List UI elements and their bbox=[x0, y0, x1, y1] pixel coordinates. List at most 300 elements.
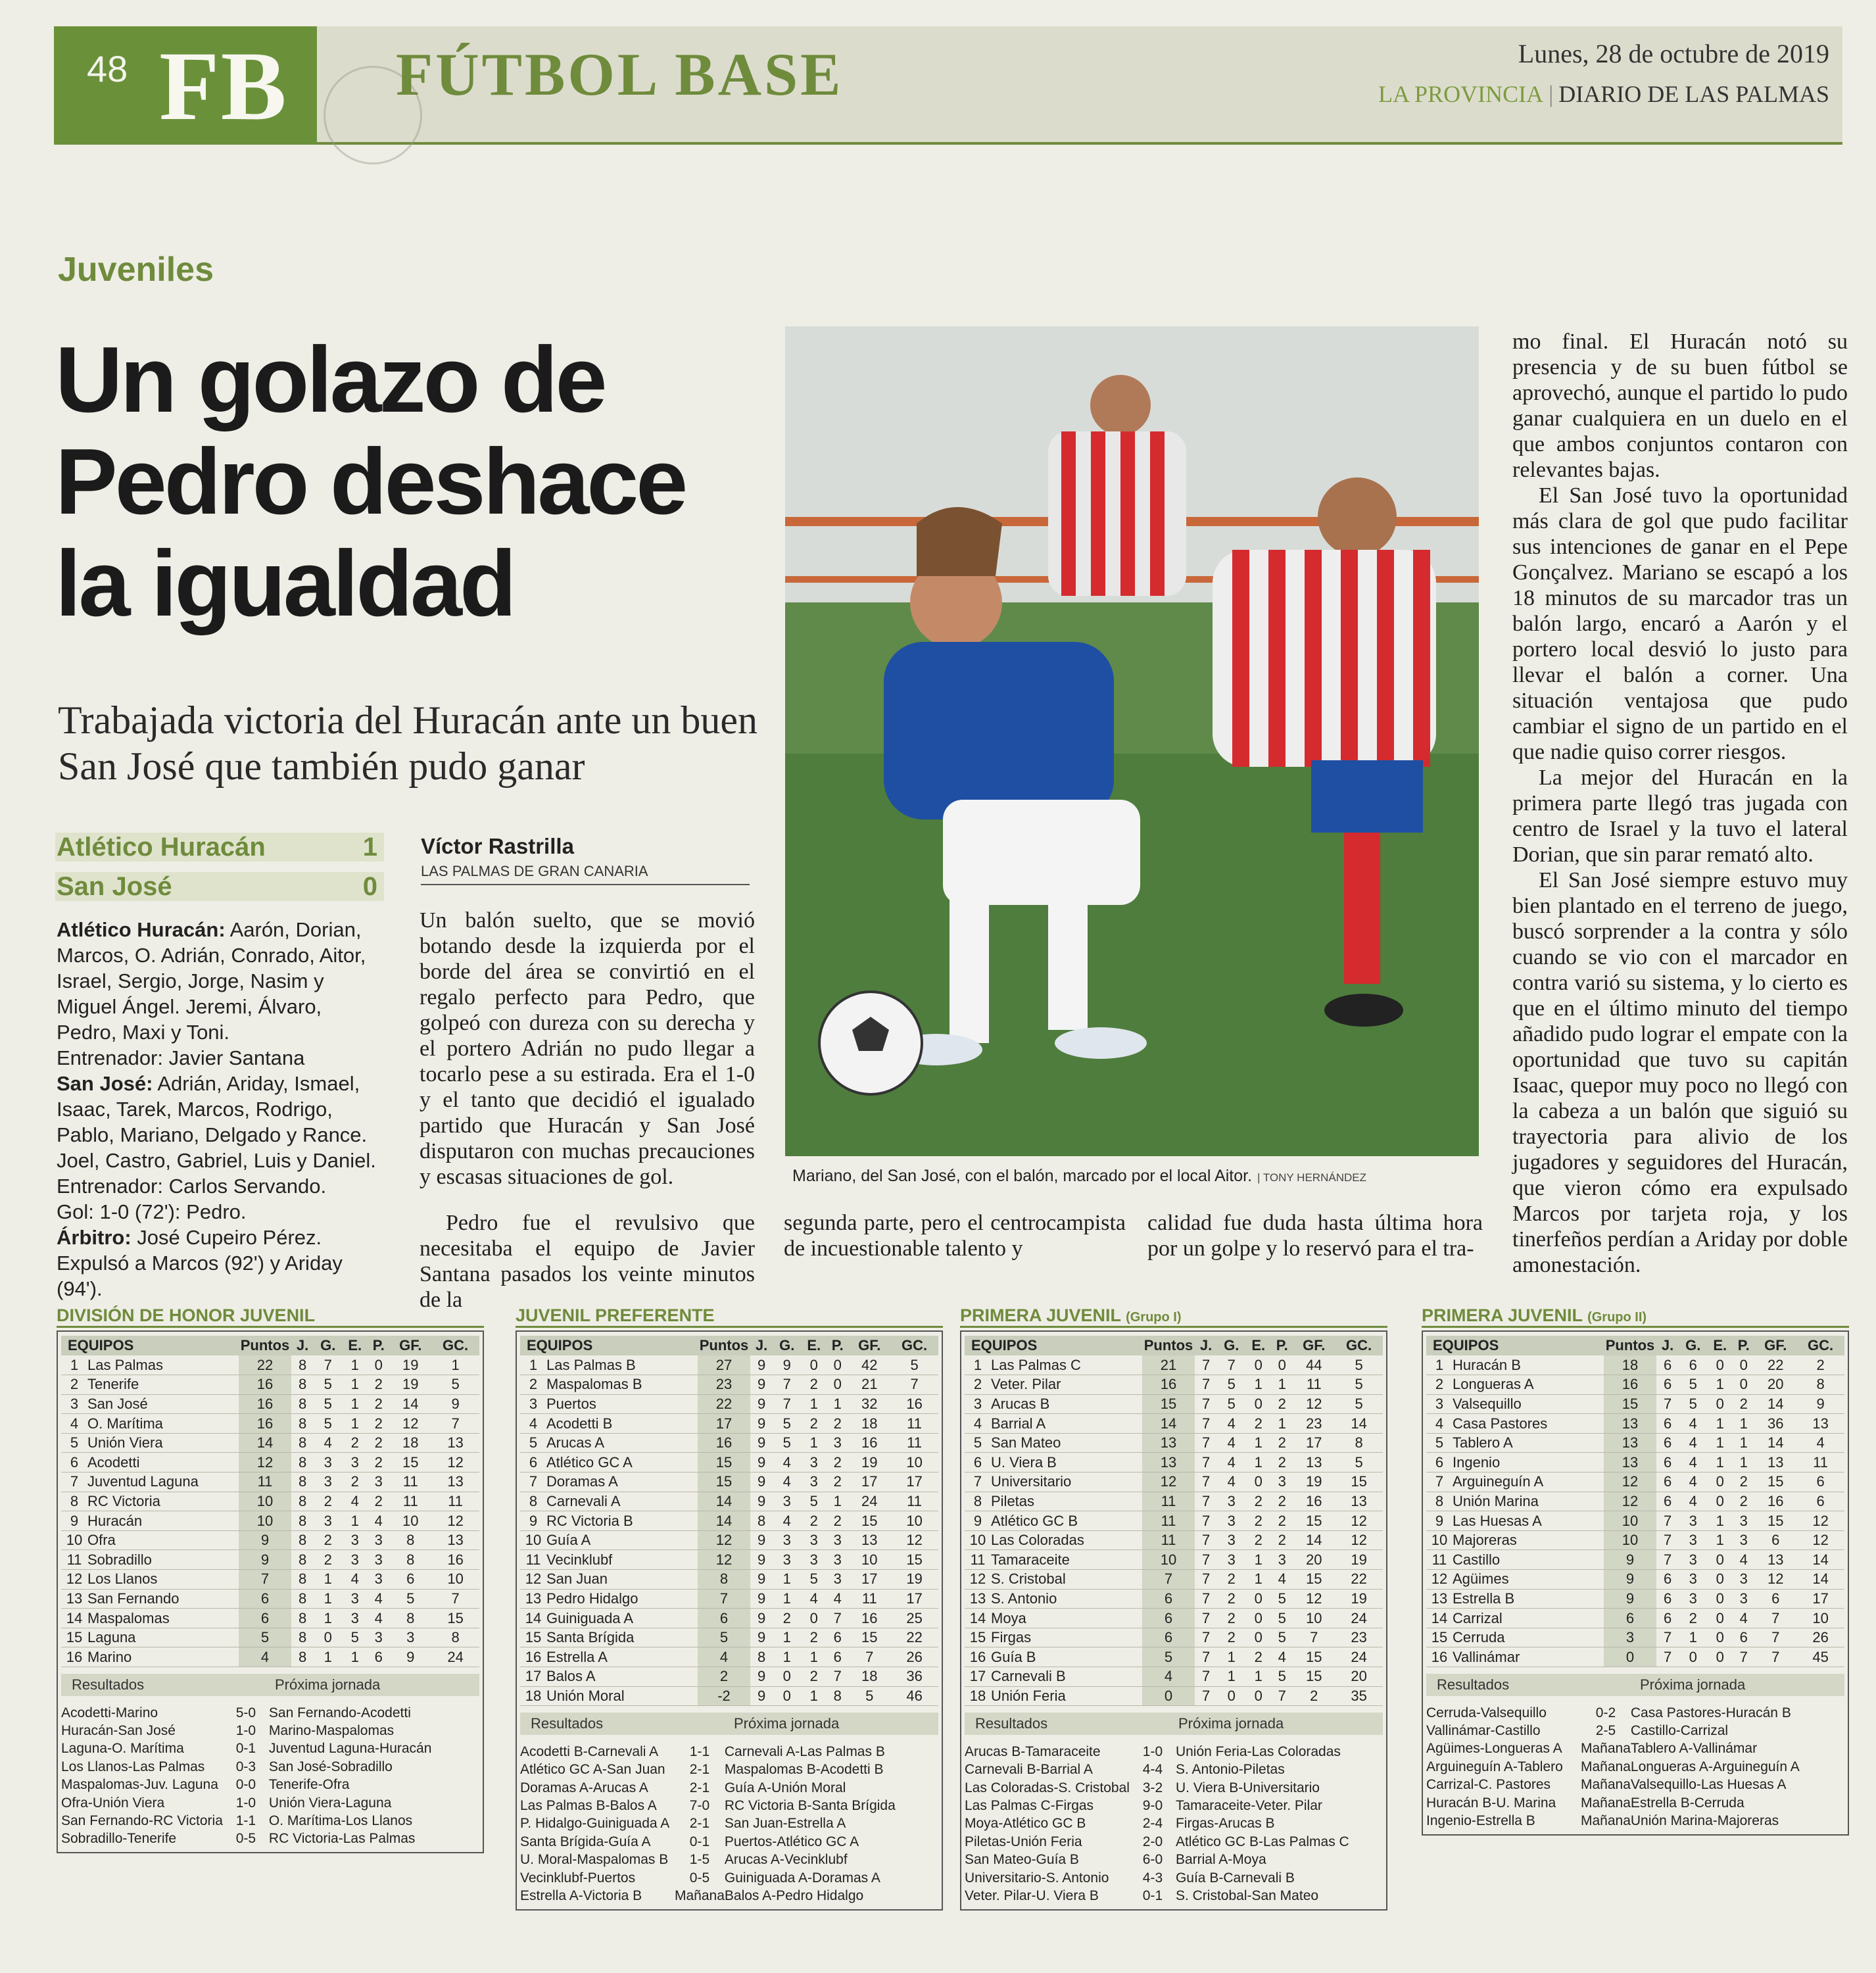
stat-cell: 2 bbox=[1733, 1473, 1754, 1492]
next-fixture: Casa Pastores-Huracán B bbox=[1630, 1705, 1791, 1720]
stat-cell: 11 bbox=[890, 1433, 938, 1453]
stat-cell: 1 bbox=[1245, 1667, 1271, 1687]
stat-cell: 8 bbox=[291, 1473, 314, 1492]
stat-cell: 1 bbox=[1707, 1511, 1733, 1531]
table-row bbox=[520, 1433, 938, 1453]
team-cell: Atlético GC B bbox=[991, 1511, 1142, 1531]
stat-cell: 3 bbox=[773, 1550, 801, 1570]
stat-cell: 22 bbox=[1335, 1570, 1383, 1590]
stat-cell: 4 bbox=[1733, 1550, 1754, 1570]
stat-cell: 13 bbox=[431, 1530, 479, 1550]
stat-cell: 0 bbox=[1271, 1355, 1293, 1375]
table-row bbox=[61, 1355, 479, 1375]
team-cell: Estrella A bbox=[546, 1647, 698, 1667]
stat-cell: 11 bbox=[389, 1492, 431, 1511]
stat-cell: 0 bbox=[1245, 1589, 1271, 1609]
standings-header-cell: J. bbox=[291, 1336, 314, 1355]
result-row bbox=[1426, 1794, 1844, 1812]
standings-header-cell: GC. bbox=[1335, 1336, 1383, 1355]
stat-cell: 7 bbox=[1271, 1686, 1293, 1706]
results-table bbox=[965, 1743, 1383, 1905]
match-score: Mañana bbox=[675, 1888, 725, 1903]
points-cell: 11 bbox=[1142, 1492, 1195, 1511]
stat-cell: 3 bbox=[801, 1473, 827, 1492]
standings-header-cell: Puntos bbox=[698, 1336, 750, 1355]
stat-cell: 2 bbox=[368, 1414, 389, 1434]
standings-header-cell: EQUIPOS bbox=[61, 1336, 239, 1355]
played-match: Laguna-O. Marítima bbox=[61, 1741, 184, 1757]
stat-cell: 46 bbox=[890, 1686, 938, 1706]
points-cell: 16 bbox=[1604, 1375, 1656, 1395]
headline-line: Un golazo de bbox=[55, 328, 605, 432]
stat-cell: 8 bbox=[291, 1511, 314, 1531]
table-row bbox=[1426, 1453, 1844, 1473]
table-row bbox=[965, 1375, 1383, 1395]
next-fixture: S. Cristobal-San Mateo bbox=[1175, 1888, 1319, 1903]
stat-cell: 9 bbox=[773, 1355, 801, 1375]
team-cell: Cerruda bbox=[1453, 1628, 1604, 1647]
points-cell: 2 bbox=[698, 1667, 750, 1687]
table-row bbox=[520, 1511, 938, 1531]
match-score: 1-1 bbox=[235, 1813, 256, 1829]
result-row bbox=[1426, 1722, 1844, 1740]
stat-cell: 0 bbox=[801, 1609, 827, 1628]
table-row bbox=[61, 1492, 479, 1511]
table-row bbox=[61, 1473, 479, 1492]
table-row bbox=[1426, 1589, 1844, 1609]
played-match: Carnevali B-Barrial A bbox=[965, 1762, 1093, 1778]
stat-cell: 6 bbox=[1733, 1628, 1754, 1647]
stat-cell: 14 bbox=[1335, 1414, 1383, 1434]
stat-cell: 5 bbox=[848, 1686, 890, 1706]
result-row bbox=[61, 1758, 479, 1776]
stat-cell: 1 bbox=[314, 1589, 342, 1609]
stat-cell: 4 bbox=[368, 1589, 389, 1609]
match-score: 9-0 bbox=[1142, 1798, 1163, 1814]
stat-cell: 16 bbox=[848, 1609, 890, 1628]
league-name: PRIMERA JUVENIL bbox=[960, 1305, 1121, 1325]
stat-cell: 1 bbox=[801, 1686, 827, 1706]
team-cell: Santa Brígida bbox=[546, 1628, 698, 1647]
stat-cell: 2 bbox=[827, 1511, 848, 1531]
stat-cell: 4 bbox=[1733, 1609, 1754, 1628]
match-score: Mañana bbox=[1581, 1777, 1631, 1793]
result-row bbox=[965, 1869, 1383, 1887]
stat-cell: 1 bbox=[1679, 1628, 1707, 1647]
stat-cell: 24 bbox=[1335, 1609, 1383, 1628]
stat-cell: 2 bbox=[368, 1433, 389, 1453]
stat-cell: 1 bbox=[773, 1628, 801, 1647]
stat-cell: 1 bbox=[314, 1647, 342, 1667]
standings-header-cell: P. bbox=[368, 1336, 389, 1355]
stat-cell: 5 bbox=[1271, 1628, 1293, 1647]
match-score: 2-1 bbox=[689, 1816, 710, 1832]
league-title bbox=[57, 1305, 484, 1328]
stat-cell: 2 bbox=[801, 1414, 827, 1434]
stat-cell: 21 bbox=[848, 1375, 890, 1395]
next-fixture: RC Victoria B-Santa Brígida bbox=[724, 1798, 896, 1814]
match-lineups bbox=[57, 917, 385, 1302]
table-row bbox=[965, 1647, 1383, 1667]
rank-cell: 18 bbox=[520, 1686, 546, 1706]
points-cell: 6 bbox=[698, 1609, 750, 1628]
standings-block bbox=[1422, 1305, 1849, 1836]
team-cell: S. Antonio bbox=[991, 1589, 1142, 1609]
stat-cell: 11 bbox=[848, 1589, 890, 1609]
stat-cell: 3 bbox=[1733, 1570, 1754, 1590]
stat-cell: 7 bbox=[1656, 1647, 1679, 1667]
stat-cell: 6 bbox=[1656, 1414, 1679, 1434]
stat-cell: 8 bbox=[291, 1570, 314, 1590]
stat-cell: 0 bbox=[1679, 1647, 1707, 1667]
rank-cell: 14 bbox=[1426, 1609, 1453, 1628]
stat-cell: 10 bbox=[890, 1453, 938, 1473]
team-cell: Firgas bbox=[991, 1628, 1142, 1647]
stat-cell: 19 bbox=[890, 1570, 938, 1590]
points-cell: 12 bbox=[239, 1453, 291, 1473]
standings-header-row bbox=[520, 1336, 938, 1355]
points-cell: 16 bbox=[1142, 1375, 1195, 1395]
result-row bbox=[61, 1830, 479, 1848]
stat-cell: 4 bbox=[1679, 1492, 1707, 1511]
stat-cell: 17 bbox=[848, 1473, 890, 1492]
stat-cell: 6 bbox=[1796, 1492, 1844, 1511]
result-row bbox=[965, 1779, 1383, 1797]
rank-cell: 9 bbox=[61, 1511, 87, 1531]
stat-cell: 9 bbox=[750, 1492, 773, 1511]
stat-cell: 7 bbox=[1217, 1355, 1245, 1375]
stat-cell: 9 bbox=[750, 1667, 773, 1687]
stat-cell: 2 bbox=[1217, 1628, 1245, 1647]
team-cell: Las Palmas C bbox=[991, 1355, 1142, 1375]
next-fixture: Guía A-Unión Moral bbox=[724, 1780, 846, 1795]
stat-cell: 7 bbox=[1195, 1394, 1217, 1414]
stat-cell: 5 bbox=[1271, 1589, 1293, 1609]
standings-frame bbox=[516, 1330, 943, 1911]
next-fixture: Puertos-Atlético GC A bbox=[724, 1834, 859, 1849]
stat-cell: 3 bbox=[342, 1530, 368, 1550]
stat-cell: 14 bbox=[389, 1394, 431, 1414]
stat-cell: 8 bbox=[291, 1394, 314, 1414]
results-header bbox=[520, 1713, 938, 1735]
stat-cell: 18 bbox=[848, 1414, 890, 1434]
stat-cell: 3 bbox=[1679, 1570, 1707, 1590]
body-paragraph: mo final. El Huracán notó su presencia y de su buen fútbol se aprovechó, aunque el partido lo pudo ganar cualquiera en un duelo en el que ambos conjuntos contaron con relevantes bajas. bbox=[1512, 329, 1848, 482]
points-cell: 6 bbox=[1142, 1609, 1195, 1628]
body-column-2: segunda parte, pero el centrocampista de incuestionable talento y bbox=[784, 1211, 1126, 1261]
stat-cell: 7 bbox=[827, 1609, 848, 1628]
next-fixture: Carnevali A-Las Palmas B bbox=[724, 1743, 885, 1759]
stat-cell: 16 bbox=[1293, 1492, 1335, 1511]
stat-cell: 15 bbox=[1754, 1473, 1796, 1492]
rank-cell: 16 bbox=[965, 1647, 991, 1667]
stat-cell: 3 bbox=[1679, 1589, 1707, 1609]
standings-header-cell: G. bbox=[1679, 1336, 1707, 1355]
points-cell: 10 bbox=[239, 1511, 291, 1531]
stat-cell: 4 bbox=[801, 1589, 827, 1609]
stat-cell: 6 bbox=[1656, 1570, 1679, 1590]
stat-cell: 8 bbox=[389, 1609, 431, 1628]
stat-cell: 13 bbox=[431, 1473, 479, 1492]
rank-cell: 15 bbox=[520, 1628, 546, 1647]
played-match: Vecinklubf-Puertos bbox=[520, 1870, 636, 1886]
stat-cell: 1 bbox=[1245, 1570, 1271, 1590]
stat-cell: 5 bbox=[1335, 1453, 1383, 1473]
table-row bbox=[965, 1414, 1383, 1434]
rank-cell: 11 bbox=[520, 1550, 546, 1570]
stat-cell: 3 bbox=[1679, 1511, 1707, 1531]
stat-cell: 18 bbox=[848, 1667, 890, 1687]
stat-cell: 2 bbox=[1271, 1530, 1293, 1550]
points-cell: 5 bbox=[1142, 1647, 1195, 1667]
stat-cell: 8 bbox=[291, 1609, 314, 1628]
team-cell: Laguna bbox=[87, 1628, 239, 1647]
standings-block bbox=[516, 1305, 943, 1911]
standings-header-cell: GF. bbox=[389, 1336, 431, 1355]
table-row bbox=[1426, 1433, 1844, 1453]
stat-cell: 20 bbox=[1754, 1375, 1796, 1395]
stat-cell: 8 bbox=[291, 1414, 314, 1434]
stat-cell: 11 bbox=[389, 1473, 431, 1492]
stat-cell: 5 bbox=[1335, 1375, 1383, 1395]
stat-cell: 7 bbox=[1195, 1530, 1217, 1550]
played-match: Estrella A-Victoria B bbox=[520, 1888, 642, 1903]
stat-cell: 2 bbox=[801, 1511, 827, 1531]
points-cell: 16 bbox=[239, 1375, 291, 1395]
stat-cell: 5 bbox=[773, 1414, 801, 1434]
next-fixture: Tamaraceite-Veter. Pilar bbox=[1175, 1798, 1322, 1814]
match-score: 6-0 bbox=[1142, 1852, 1163, 1868]
table-row bbox=[965, 1433, 1383, 1453]
stat-cell: 3 bbox=[389, 1628, 431, 1647]
rank-cell: 8 bbox=[1426, 1492, 1453, 1511]
article-kicker: Juveniles bbox=[58, 251, 214, 289]
played-match: San Fernando-RC Victoria bbox=[61, 1813, 223, 1829]
stat-cell: 15 bbox=[1293, 1647, 1335, 1667]
stat-cell: 4 bbox=[342, 1492, 368, 1511]
stat-cell: 6 bbox=[1656, 1473, 1679, 1492]
played-match: Universitario-S. Antonio bbox=[965, 1870, 1109, 1886]
stat-cell: 16 bbox=[890, 1394, 938, 1414]
stat-cell: 10 bbox=[890, 1511, 938, 1531]
rank-cell: 1 bbox=[520, 1355, 546, 1375]
rank-cell: 15 bbox=[1426, 1628, 1453, 1647]
rank-cell: 1 bbox=[61, 1355, 87, 1375]
points-cell: 16 bbox=[239, 1414, 291, 1434]
team-cell: Guía A bbox=[546, 1530, 698, 1550]
played-match: Acodetti-Marino bbox=[61, 1705, 158, 1720]
stat-cell: 9 bbox=[750, 1473, 773, 1492]
body-column-1-paragraph-2: Pedro fue el revulsivo que necesitaba el equipo de Javier Santana pasados los veinte minutos de la bbox=[420, 1211, 755, 1312]
next-round-label: Próxima jornada bbox=[1640, 1676, 1746, 1693]
team-cell: Maspalomas B bbox=[546, 1375, 698, 1395]
stat-cell: 3 bbox=[1217, 1550, 1245, 1570]
table-row bbox=[1426, 1530, 1844, 1550]
table-row bbox=[520, 1628, 938, 1647]
next-fixture: Unión Marina-Majoreras bbox=[1630, 1813, 1779, 1829]
away-lineup bbox=[57, 1071, 385, 1173]
stat-cell: 8 bbox=[291, 1550, 314, 1570]
stat-cell: 14 bbox=[1796, 1570, 1844, 1590]
league-title bbox=[516, 1305, 943, 1328]
stat-cell: 13 bbox=[1293, 1453, 1335, 1473]
caption-text: Mariano, del San José, con el balón, marcado por el local Aitor. bbox=[792, 1167, 1253, 1185]
standings-header-cell: P. bbox=[1271, 1336, 1293, 1355]
table-row bbox=[61, 1647, 479, 1667]
stat-cell: 1 bbox=[1707, 1433, 1733, 1453]
match-score: Mañana bbox=[1581, 1741, 1631, 1757]
stat-cell: 1 bbox=[827, 1394, 848, 1414]
stat-cell: 3 bbox=[1217, 1530, 1245, 1550]
body-column-1: Un balón suelto, que se movió botando desde la izquierda por el borde del área se convirtió en el regalo perfecto para Pedro, que golpeó con dureza con su derecha y el portero Adrián no pudo llegar a tocarlo pese a su estirada. Era el 1-0 y el tanto que decidió el igualado partido que Huracán y San José disputaron con muchas precauciones y escasas situaciones de gol. bbox=[420, 908, 755, 1189]
stat-cell: 10 bbox=[848, 1550, 890, 1570]
stat-cell: 16 bbox=[1754, 1492, 1796, 1511]
result-row bbox=[520, 1779, 938, 1797]
stat-cell: 7 bbox=[1656, 1394, 1679, 1414]
stat-cell: 8 bbox=[291, 1433, 314, 1453]
stat-cell: 2 bbox=[1271, 1433, 1293, 1453]
stat-cell: 1 bbox=[1217, 1667, 1245, 1687]
standings-block bbox=[57, 1305, 484, 1853]
stat-cell: 20 bbox=[1335, 1667, 1383, 1687]
next-fixture: S. Antonio-Piletas bbox=[1175, 1762, 1285, 1778]
league-group: (Grupo I) bbox=[1126, 1310, 1182, 1325]
stat-cell: 19 bbox=[1335, 1589, 1383, 1609]
stat-cell: 13 bbox=[1754, 1453, 1796, 1473]
points-cell: 12 bbox=[1604, 1473, 1656, 1492]
home-players: Aarón, Dorian, Marcos, O. Adrián, Conrado, Aitor, Israel, Sergio, Jorge, Nasim y Miguel Ángel. Jeremi, Álvaro, Pedro, Maxi y Toni. bbox=[57, 918, 366, 1044]
stat-cell: 5 bbox=[1335, 1355, 1383, 1375]
table-row bbox=[520, 1394, 938, 1414]
stat-cell: 8 bbox=[431, 1628, 479, 1647]
rank-cell: 2 bbox=[61, 1375, 87, 1395]
played-match: Vallinámar-Castillo bbox=[1426, 1723, 1541, 1739]
match-score: 2-1 bbox=[689, 1762, 710, 1778]
points-cell: 18 bbox=[1604, 1355, 1656, 1375]
played-match: Moya-Atlético GC B bbox=[965, 1816, 1086, 1832]
stat-cell: 2 bbox=[1679, 1609, 1707, 1628]
team-cell: Balos A bbox=[546, 1667, 698, 1687]
stat-cell: 3 bbox=[1679, 1530, 1707, 1550]
stat-cell: 1 bbox=[342, 1394, 368, 1414]
stat-cell: 9 bbox=[750, 1609, 773, 1628]
stat-cell: 5 bbox=[1335, 1394, 1383, 1414]
rank-cell: 9 bbox=[520, 1511, 546, 1531]
stat-cell: 3 bbox=[368, 1628, 389, 1647]
points-cell: 12 bbox=[1604, 1492, 1656, 1511]
stat-cell: 2 bbox=[827, 1453, 848, 1473]
stat-cell: 8 bbox=[291, 1492, 314, 1511]
stat-cell: 24 bbox=[431, 1647, 479, 1667]
points-cell: 9 bbox=[1604, 1550, 1656, 1570]
photo-caption bbox=[792, 1167, 1483, 1186]
standings-header-cell: Puntos bbox=[1604, 1336, 1656, 1355]
table-row bbox=[61, 1589, 479, 1609]
stat-cell: 14 bbox=[1754, 1394, 1796, 1414]
stat-cell: 1 bbox=[773, 1570, 801, 1590]
result-row bbox=[965, 1797, 1383, 1815]
team-cell: Las Palmas bbox=[87, 1355, 239, 1375]
rank-cell: 10 bbox=[520, 1530, 546, 1550]
next-fixture: RC Victoria-Las Palmas bbox=[268, 1831, 416, 1847]
stat-cell: 7 bbox=[827, 1667, 848, 1687]
team-cell: Guiniguada A bbox=[546, 1609, 698, 1628]
stat-cell: 4 bbox=[1271, 1570, 1293, 1590]
table-row bbox=[61, 1414, 479, 1434]
team-cell: Moya bbox=[991, 1609, 1142, 1628]
standings-header-cell: P. bbox=[827, 1336, 848, 1355]
rank-cell: 11 bbox=[1426, 1550, 1453, 1570]
rank-cell: 13 bbox=[1426, 1589, 1453, 1609]
stat-cell: 3 bbox=[1271, 1473, 1293, 1492]
next-fixture: Barrial A-Moya bbox=[1175, 1852, 1266, 1868]
table-row bbox=[1426, 1355, 1844, 1375]
standings-frame bbox=[960, 1330, 1387, 1911]
stat-cell: 7 bbox=[1754, 1609, 1796, 1628]
stat-cell: 1 bbox=[1245, 1433, 1271, 1453]
rank-cell: 17 bbox=[520, 1667, 546, 1687]
team-cell: Veter. Pilar bbox=[991, 1375, 1142, 1395]
team-cell: Estrella B bbox=[1453, 1589, 1604, 1609]
stat-cell: 1 bbox=[1271, 1375, 1293, 1395]
stat-cell: 15 bbox=[1335, 1473, 1383, 1492]
stat-cell: 7 bbox=[1195, 1473, 1217, 1492]
stat-cell: 16 bbox=[848, 1433, 890, 1453]
stat-cell: 14 bbox=[1754, 1433, 1796, 1453]
stat-cell: 1 bbox=[1707, 1530, 1733, 1550]
rank-cell: 10 bbox=[965, 1530, 991, 1550]
points-cell: 10 bbox=[1604, 1530, 1656, 1550]
table-row bbox=[520, 1609, 938, 1628]
rank-cell: 15 bbox=[965, 1628, 991, 1647]
stat-cell: 3 bbox=[1217, 1492, 1245, 1511]
match-score: 2-5 bbox=[1595, 1723, 1616, 1739]
team-cell: Agüimes bbox=[1453, 1570, 1604, 1590]
match-score: 1-1 bbox=[689, 1743, 710, 1759]
stat-cell: 1 bbox=[1707, 1375, 1733, 1395]
headline-line: la igualdad bbox=[55, 531, 514, 636]
played-match: Los Llanos-Las Palmas bbox=[61, 1759, 205, 1774]
referee-label: Árbitro: bbox=[57, 1226, 132, 1249]
table-row bbox=[520, 1473, 938, 1492]
points-cell: 11 bbox=[1142, 1511, 1195, 1531]
match-score: 0-1 bbox=[689, 1834, 710, 1849]
result-row bbox=[1426, 1812, 1844, 1830]
played-match: Carrizal-C. Pastores bbox=[1426, 1777, 1551, 1793]
article-subhead: Trabajada victoria del Huracán ante un buen San José que también pudo ganar bbox=[58, 698, 758, 788]
standings-header-cell: GC. bbox=[890, 1336, 938, 1355]
points-cell: 3 bbox=[1604, 1628, 1656, 1647]
played-match: Ingenio-Estrella B bbox=[1426, 1813, 1535, 1829]
result-row bbox=[520, 1833, 938, 1851]
stat-cell: 4 bbox=[1217, 1433, 1245, 1453]
table-row bbox=[61, 1453, 479, 1473]
rank-cell: 5 bbox=[520, 1433, 546, 1453]
stat-cell: 4 bbox=[1217, 1473, 1245, 1492]
result-row bbox=[520, 1761, 938, 1779]
table-row bbox=[965, 1511, 1383, 1531]
stat-cell: 3 bbox=[773, 1492, 801, 1511]
played-match: Arguineguín A-Tablero bbox=[1426, 1759, 1563, 1774]
stat-cell: 4 bbox=[314, 1433, 342, 1453]
points-cell: 23 bbox=[698, 1375, 750, 1395]
stat-cell: 8 bbox=[389, 1550, 431, 1570]
league-title bbox=[1422, 1305, 1849, 1328]
played-match: Arucas B-Tamaraceite bbox=[965, 1743, 1101, 1759]
stat-cell: 3 bbox=[1217, 1511, 1245, 1531]
stat-cell: 0 bbox=[1707, 1647, 1733, 1667]
stat-cell: 6 bbox=[389, 1570, 431, 1590]
